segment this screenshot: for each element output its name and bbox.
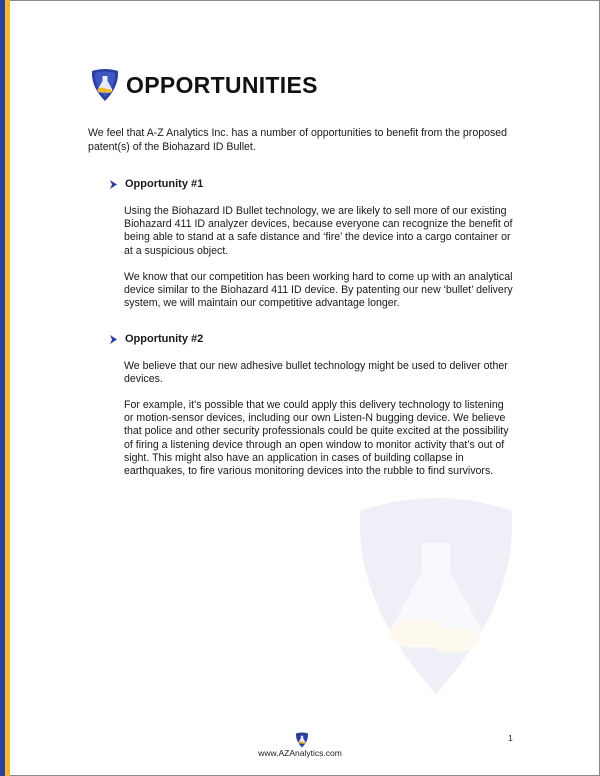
opportunity-1-paragraph-2: We know that our competition has been working hard to come up with an analytical device similar to the Biohazard 411 ID device. By patenting our new ‘bullet’ delivery system, we will maintain our competitive advantage longer. <box>124 271 513 310</box>
opportunity-2-paragraph-1: We believe that our new adhesive bullet technology might be used to deliver other devices. <box>124 360 508 386</box>
intro-paragraph: We feel that A-Z Analytics Inc. has a number of opportunities to benefit from the proposed patent(s) of the Biohazard ID Bullet. <box>88 127 508 153</box>
chevron-right-icon <box>110 180 117 189</box>
flask-shield-watermark <box>346 492 526 702</box>
opportunity-2-paragraph-2: For example, it’s possible that we could apply this delivery technology to listening or motion-sensor devices, including our own Listen-N bugging device. We believe that police and other security professionals could be quite excited at the possibility of firing a listening device through an open window to monitor activity that’s out of sight. This might also have an application in cases of building collapse in earthquakes, to fire various monitoring devices into the rubble to find survivors. <box>124 399 509 478</box>
page-number: 1 <box>508 733 513 743</box>
opportunity-1-title: Opportunity #1 <box>125 178 204 190</box>
chevron-right-icon <box>110 335 117 344</box>
footer-website-link[interactable]: www.AZAnalytics.com <box>258 748 342 758</box>
footer-flask-shield-icon <box>295 732 309 748</box>
opportunity-1-heading <box>110 178 203 190</box>
opportunity-2-title: Opportunity #2 <box>125 333 204 345</box>
opportunity-1-paragraph-1: Using the Biohazard ID Bullet technology, we are likely to sell more of our existing Biohazard 411 ID analyzer devices, because everyone can recognize the benefit of being able to stand at a safe distance and ‘fire’ the device into a cargo container or at a suspicious object. <box>124 205 513 257</box>
left-stripe-yellow <box>5 0 10 776</box>
title-block <box>90 68 318 102</box>
flask-shield-icon <box>90 68 120 102</box>
page-title: OPPORTUNITIES <box>126 71 318 98</box>
opportunity-2-heading <box>110 333 203 345</box>
